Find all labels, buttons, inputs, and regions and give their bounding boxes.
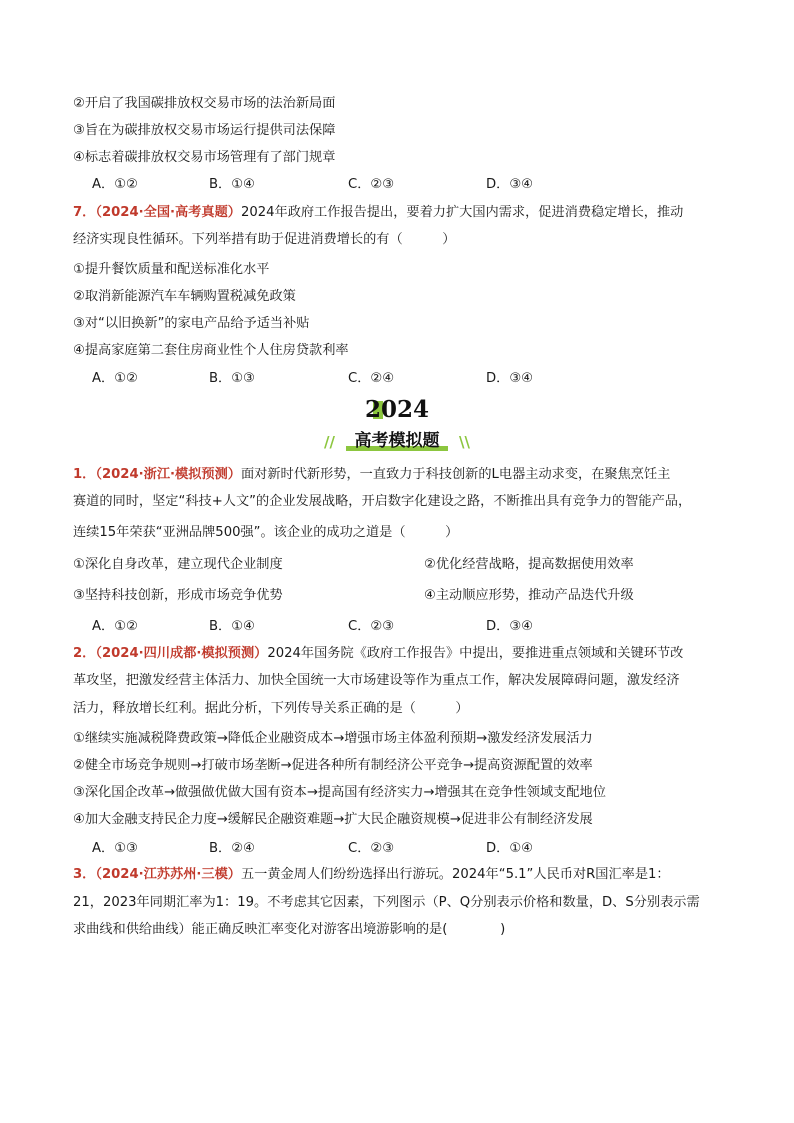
q2-stem-line-2: 革攻坚，把激发经营主体活力、加快全国统一大市场建设等作为重点工作，解决发展障碍问题，激发经济 [73,673,680,688]
q1-item-3: ③坚持科技创新，形成市场竞争优势 [73,588,283,603]
q1-item-4: ④主动顺应形势，推动产品迭代升级 [424,588,634,603]
q2-choice-b: B．②④ [209,841,255,856]
q3-stem-line-3: 求曲线和供给曲线）能正确反映汇率变化对游客出境游影响的是( ) [73,922,506,937]
prev-item-3: ③旨在为碳排放权交易市场运行提供司法保障 [73,123,336,138]
q3-stem-line-2: 21，2023年同期汇率为1：19。不考虑其它因素，下列图示（P、Q分别表示价格和数量，D、S分别表示需 [73,895,700,910]
q7-choice-d: D．③④ [486,371,533,386]
q7-stem-line-2: 经济实现良性循环。下列举措有助于促进消费增长的有（ ） [73,232,456,247]
q2-stem-line-1 [73,645,734,663]
q1-source: 1．（2024·浙江·模拟预测） [73,467,241,482]
prev-choice-a: A．①② [92,177,138,192]
section-year [300,396,494,424]
section-title [342,430,452,452]
section-banner [300,396,494,458]
q3-stem-line-1 [73,866,734,884]
q7-choice-c: C．②④ [348,371,395,386]
q7-source: 7．（2024·全国·高考真题） [73,205,241,220]
prev-choice-d: D．③④ [486,177,533,192]
q1-choice-d: D．③④ [486,619,533,634]
q7-stem-text: 2024年政府工作报告提出，要着力扩大国内需求，促进消费稳定增长，推动 [241,205,684,220]
q2-choice-d: D．①④ [486,841,533,856]
slash-right-decoration: \\ [459,433,470,451]
slash-left-decoration: // [324,433,335,451]
q7-stem-line-1 [73,204,734,222]
q2-stem-text: 2024年国务院《政府工作报告》中提出，要推进重点领域和关键环节改 [267,646,684,661]
q7-item-3: ③对“以旧换新”的家电产品给予适当补贴 [73,316,310,331]
q2-item-2: ②健全市场竞争规则→打破市场垄断→促进各种所有制经济公平竞争→提高资源配置的效率 [73,758,593,773]
q1-stem-line-3: 连续15年荣获“亚洲品牌500强”。该企业的成功之道是（ ） [73,525,459,540]
q7-item-1: ①提升餐饮质量和配送标准化水平 [73,262,270,277]
prev-item-4: ④标志着碳排放权交易市场管理有了部门规章 [73,150,336,165]
q2-choice-a: A．①③ [92,841,138,856]
q2-source: 2．（2024·四川成都·模拟预测） [73,646,268,661]
q7-item-2: ②取消新能源汽车车辆购置税减免政策 [73,289,296,304]
q1-item-2: ②优化经营战略，提高数据使用效率 [424,557,634,572]
section-year-text: 2024 [364,396,429,423]
q2-item-4: ④加大金融支持民企力度→缓解民企融资难题→扩大民企融资规模→促进非公有制经济发展 [73,812,593,827]
q1-stem-line-2: 赛道的同时，坚定“科技+人文”的企业发展战略，开启数字化建设之路，不断推出具有竞争力的智能产品， [73,494,692,509]
q3-source: 3．（2024·江苏苏州·三模） [73,867,241,882]
q2-choice-c: C．②③ [348,841,395,856]
q7-item-4: ④提高家庭第二套住房商业性个人住房贷款利率 [73,343,349,358]
q1-choice-c: C．②③ [348,619,395,634]
prev-choice-c: C．②③ [348,177,395,192]
q3-stem-text: 五一黄金周人们纷纷选择出行游玩。2024年“5.1”人民币对R国汇率是1： [241,867,670,882]
q7-choice-b: B．①③ [209,371,255,386]
q1-stem-line-1 [73,466,734,484]
q2-stem-line-3: 活力，释放增长红利。据此分析，下列传导关系正确的是（ ） [73,701,469,716]
prev-choice-b: B．①④ [209,177,255,192]
q1-choice-a: A．①② [92,619,138,634]
q7-choice-a: A．①② [92,371,138,386]
section-title-text: 高考模拟题 [354,431,440,451]
prev-item-2: ②开启了我国碳排放权交易市场的法治新局面 [73,96,336,111]
q2-item-3: ③深化国企改革→做强做优做大国有资本→提高国有经济实力→增强其在竞争性领域支配地位 [73,785,606,800]
q1-choice-b: B．①④ [209,619,255,634]
q1-item-1: ①深化自身改革，建立现代企业制度 [73,557,283,572]
q1-stem-text: 面对新时代新形势，一直致力于科技创新的L电器主动求变，在聚焦烹饪主 [241,467,671,482]
q2-item-1: ①继续实施减税降费政策→降低企业融资成本→增强市场主体盈利预期→激发经济发展活力 [73,731,593,746]
